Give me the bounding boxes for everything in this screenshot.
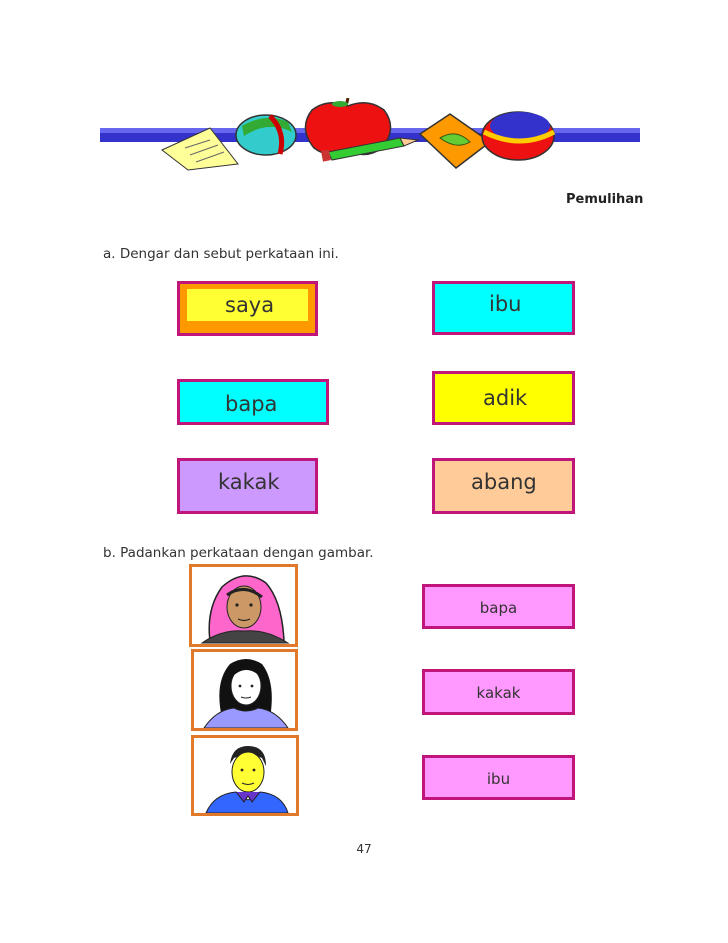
picture-frame bbox=[189, 564, 298, 647]
word-card-adik: adik bbox=[432, 371, 575, 425]
header-illustration bbox=[100, 98, 640, 178]
instruction-b: b. Padankan perkataan dengan gambar. bbox=[103, 545, 374, 561]
word-card-saya: saya bbox=[177, 281, 318, 336]
picture-frame bbox=[191, 735, 299, 816]
match-word-kakak: kakak bbox=[422, 669, 575, 715]
instruction-a: a. Dengar dan sebut perkataan ini. bbox=[103, 246, 339, 262]
match-word-bapa: bapa bbox=[422, 584, 575, 629]
word-card-kakak: kakak bbox=[177, 458, 318, 514]
word-card-bapa: bapa bbox=[177, 379, 329, 425]
match-word-ibu: ibu bbox=[422, 755, 575, 800]
picture-frame bbox=[191, 649, 298, 731]
ball-icon bbox=[236, 115, 296, 155]
girl-long-hair-icon bbox=[194, 652, 295, 728]
word-card-ibu: ibu bbox=[432, 281, 575, 335]
page-number: 47 bbox=[356, 842, 372, 856]
leaf-card-icon bbox=[420, 114, 490, 168]
woman-headscarf-icon bbox=[192, 567, 295, 644]
man-icon bbox=[194, 738, 296, 813]
section-label: Pemulihan bbox=[566, 192, 644, 207]
ball-icon bbox=[482, 112, 554, 160]
word-card-abang: abang bbox=[432, 458, 575, 514]
